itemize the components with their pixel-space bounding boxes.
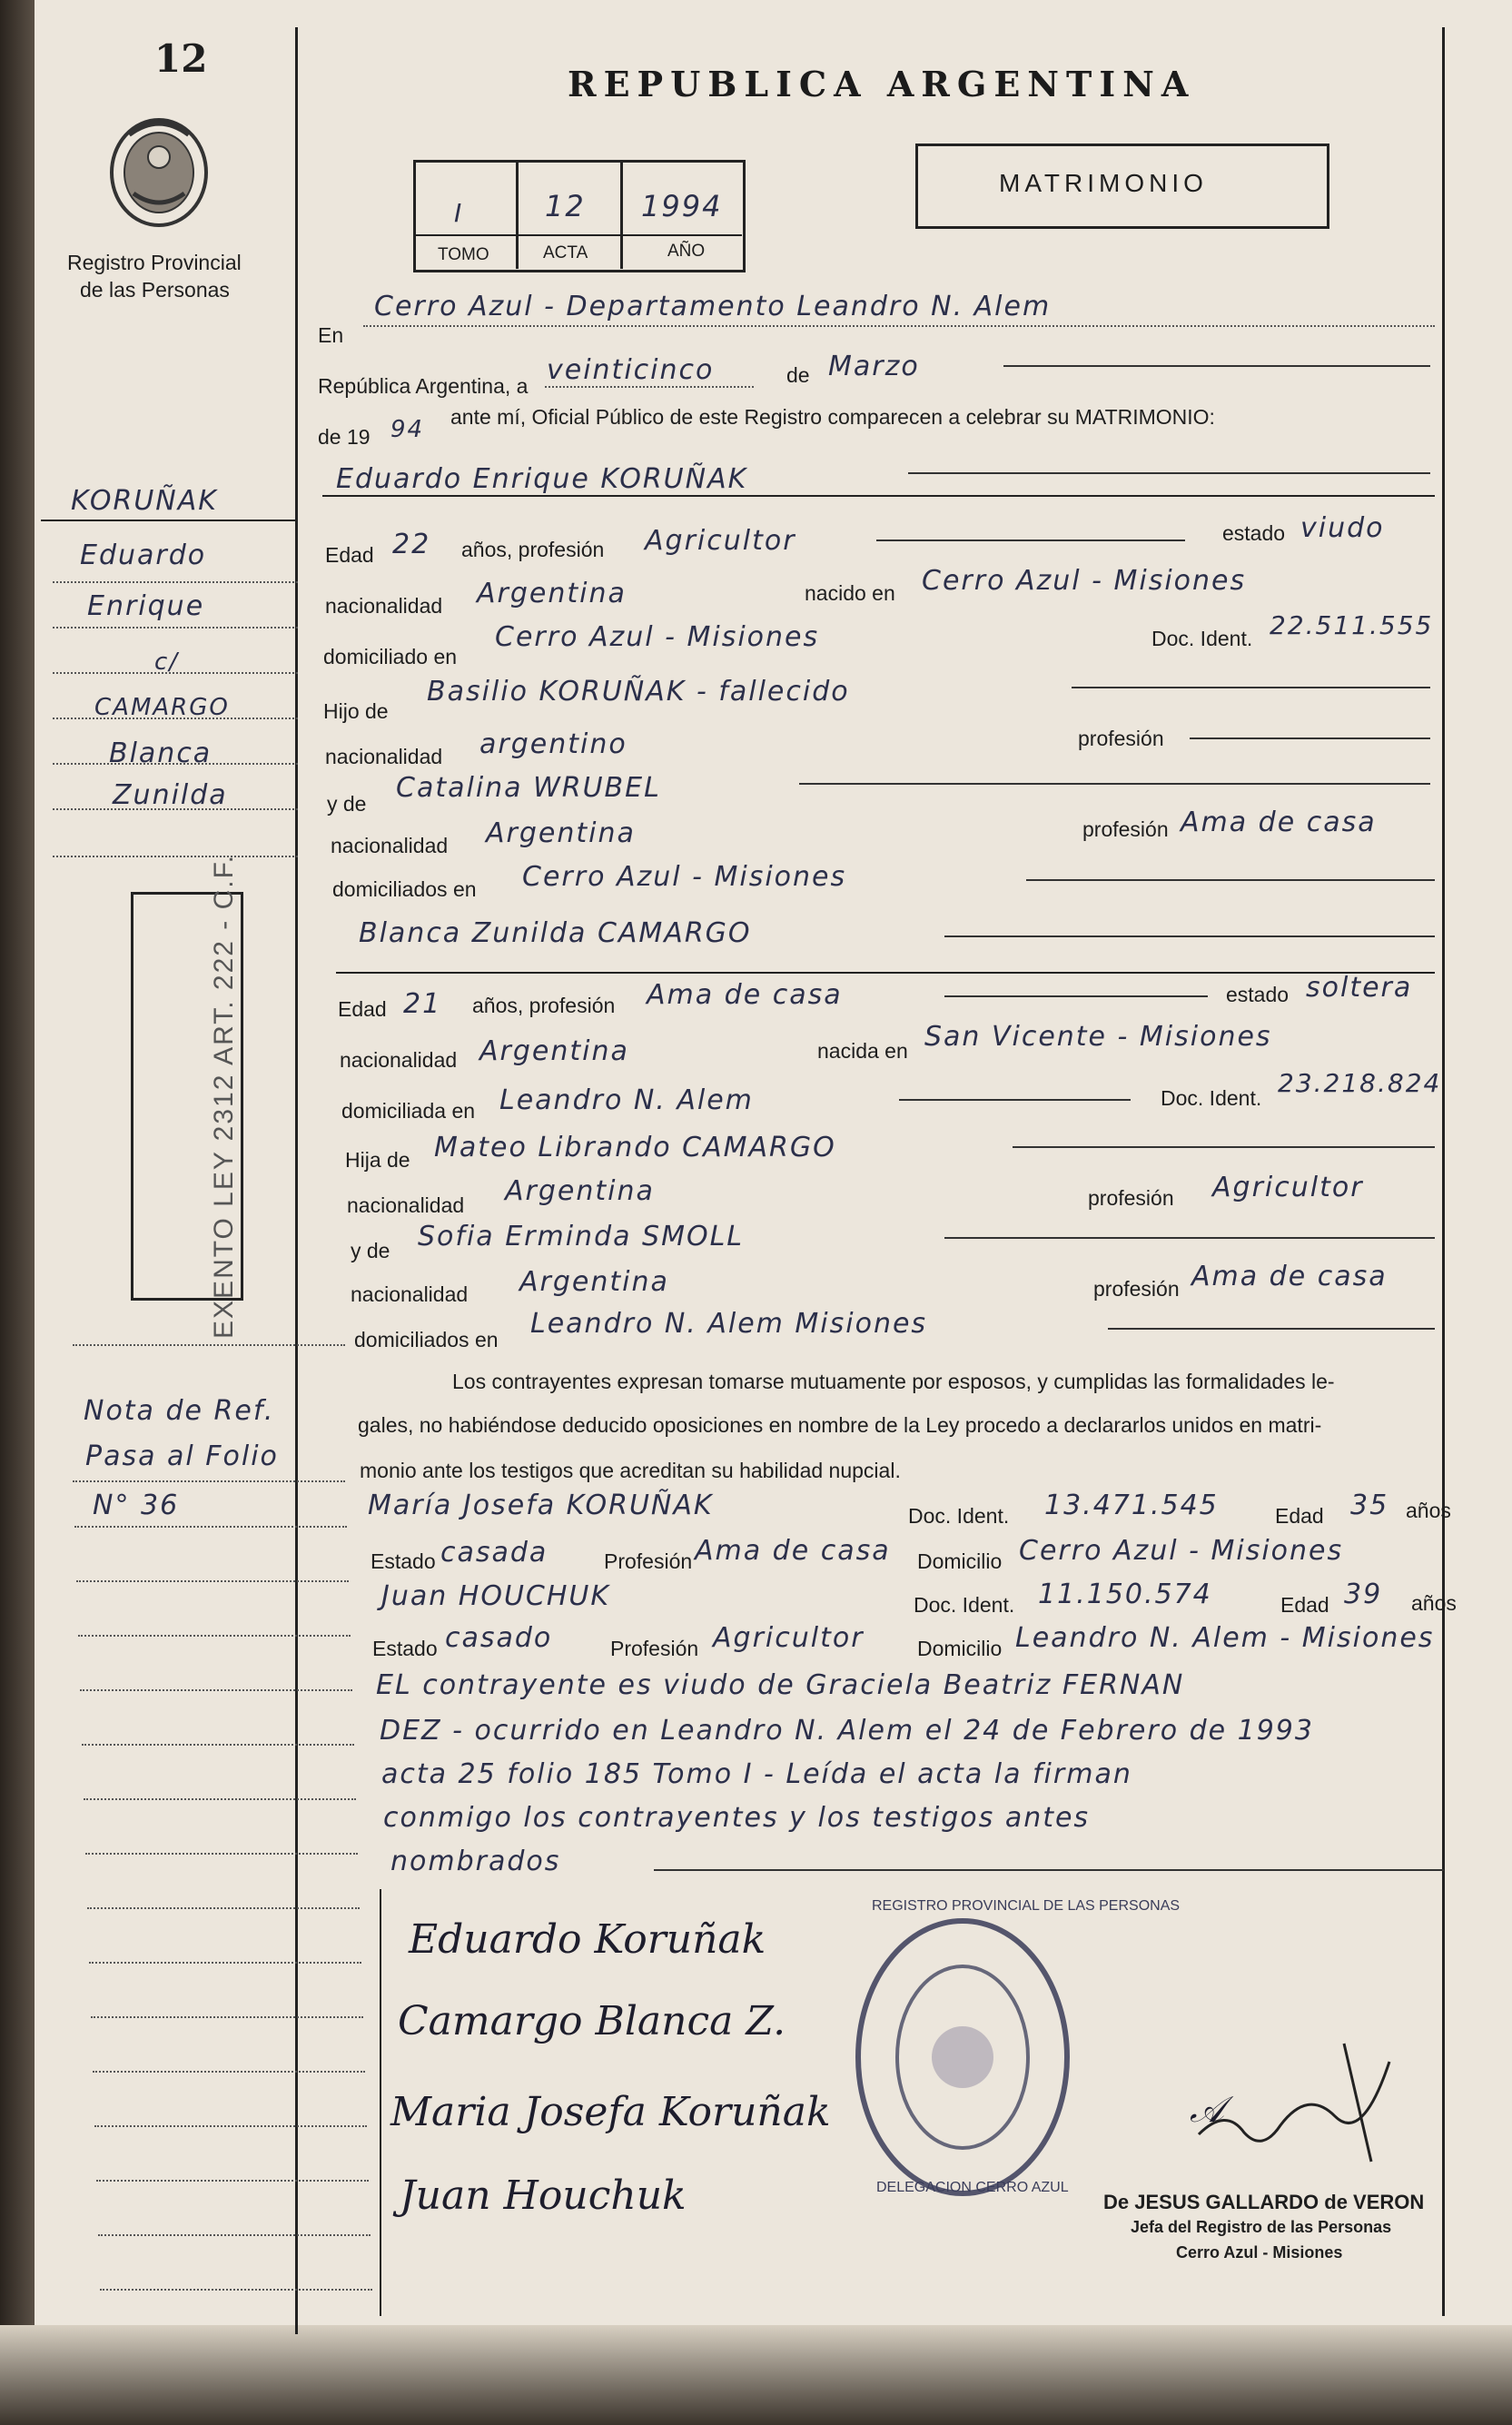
witness-2-domicilio: Leandro N. Alem - Misiones bbox=[1015, 1622, 1435, 1654]
groom-madre-profesion: Ama de casa bbox=[1181, 807, 1377, 838]
nota-line-1: Nota de Ref. bbox=[84, 1395, 275, 1427]
bride-edad: 21 bbox=[403, 988, 442, 1020]
bride-padres-domicilio: Leandro N. Alem Misiones bbox=[530, 1308, 928, 1340]
witness-1-doc-label: Doc. Ident. bbox=[908, 1504, 1010, 1528]
witness-2-edad-label: Edad bbox=[1280, 1593, 1329, 1617]
margin-surname: KORUÑAK bbox=[71, 485, 218, 517]
official-name: De JESUS GALLARDO de VERON bbox=[1103, 2191, 1425, 2213]
page-number: 12 bbox=[154, 36, 208, 81]
bride-madre-nac-label: nacionalidad bbox=[351, 1282, 469, 1306]
bride-doc: 23.218.824 bbox=[1278, 1068, 1442, 1098]
signature-bride: Camargo Blanca Z. bbox=[398, 1998, 786, 2044]
groom-madre-nacionalidad: Argentina bbox=[486, 817, 636, 849]
witness-2-name: Juan HOUCHUK bbox=[381, 1580, 611, 1612]
groom-madre-nac-label: nacionalidad bbox=[331, 834, 449, 857]
bride-padre-nacionalidad: Argentina bbox=[505, 1175, 655, 1207]
groom-nacionalidad-label: nacionalidad bbox=[325, 594, 443, 618]
declaration-line-1: Los contrayentes expresan tomarse mutuamente por esposos, y cumplidas las formalidades le- bbox=[452, 1370, 1335, 1393]
margin-divider bbox=[295, 27, 298, 2334]
groom-padre-nac-label: nacionalidad bbox=[325, 745, 443, 768]
official-place: Cerro Azul - Misiones bbox=[1176, 2243, 1343, 2262]
republica-label: República Argentina, a bbox=[318, 374, 529, 398]
bride-full-name: Blanca Zunilda CAMARGO bbox=[359, 917, 752, 949]
groom-profesion: Agricultor bbox=[645, 525, 796, 557]
year-label: de 19 bbox=[318, 425, 371, 449]
margin-line-2: Enrique bbox=[87, 590, 205, 622]
groom-edad: 22 bbox=[392, 529, 431, 560]
groom-padre-nacionalidad: argentino bbox=[479, 728, 628, 760]
official-title: Jefa del Registro de las Personas bbox=[1131, 2218, 1392, 2236]
bride-estado-label: estado bbox=[1226, 983, 1290, 1006]
book-bottom-edge bbox=[0, 2325, 1512, 2425]
bride-madre-profesion: Ama de casa bbox=[1191, 1261, 1388, 1292]
bride-madre: Sofia Erminda SMOLL bbox=[418, 1221, 745, 1252]
signature-official-scribble bbox=[1181, 2025, 1417, 2171]
bride-madre-prof-label: profesión bbox=[1093, 1277, 1180, 1301]
margin-line-6: Zunilda bbox=[113, 779, 228, 811]
groom-full-name: Eduardo Enrique KORUÑAK bbox=[336, 463, 748, 495]
witness-2-doc: 11.150.574 bbox=[1038, 1579, 1212, 1610]
acta-value: 12 bbox=[545, 189, 586, 223]
witness-2-estado: casado bbox=[445, 1622, 553, 1654]
bride-padre-prof-label: profesión bbox=[1088, 1186, 1174, 1210]
groom-padres-domicilio: Cerro Azul - Misiones bbox=[522, 861, 847, 893]
exento-stamp: EXENTO LEY 2312 ART. 222 - C.F. bbox=[208, 854, 239, 1339]
groom-madre: Catalina WRUBEL bbox=[396, 772, 661, 804]
groom-edad-label: Edad bbox=[325, 543, 374, 567]
country-title: REPUBLICA ARGENTINA bbox=[568, 64, 1196, 104]
declaration-line-2: gales, no habiéndose deducido oposiciones en nombre de la Ley procedo a declararlos unidos en matri- bbox=[358, 1413, 1322, 1437]
groom-nacionalidad: Argentina bbox=[477, 578, 627, 609]
signature-groom: Eduardo Koruñak bbox=[409, 1916, 766, 1963]
groom-hijo-label: Hijo de bbox=[323, 699, 389, 723]
bride-nacida-label: nacida en bbox=[817, 1039, 908, 1063]
groom-anos-label: años, profesión bbox=[461, 538, 605, 561]
witness-1-edad: 35 bbox=[1350, 1490, 1389, 1521]
groom-doc: 22.511.555 bbox=[1270, 610, 1434, 640]
nota-line-2: Pasa al Folio bbox=[85, 1440, 279, 1472]
witness-2-domicilio-label: Domicilio bbox=[917, 1637, 1003, 1660]
anio-value: 1994 bbox=[641, 189, 723, 223]
day: veinticinco bbox=[547, 354, 715, 386]
bride-domicilio: Leandro N. Alem bbox=[499, 1084, 754, 1116]
signature-witness-2: Juan Houchuk bbox=[400, 2173, 687, 2219]
registry-seal bbox=[849, 1907, 1076, 2207]
note-line-1: EL contrayente es viudo de Graciela Beatriz FERNAN bbox=[376, 1669, 1185, 1701]
year-suffix: 94 bbox=[390, 416, 425, 443]
bride-nacida-en: San Vicente - Misiones bbox=[924, 1021, 1272, 1053]
bride-padres-dom-label: domiciliados en bbox=[354, 1328, 499, 1351]
witness-2-profesion: Agricultor bbox=[713, 1622, 865, 1654]
groom-madre-prof-label: profesión bbox=[1082, 817, 1169, 841]
signature-official: 𝒜 bbox=[1190, 2089, 1224, 2131]
witness-2-anos-label: años bbox=[1411, 1591, 1457, 1615]
witness-1-estado-label: Estado bbox=[371, 1549, 436, 1573]
tomo-value: I bbox=[454, 198, 464, 228]
place: Cerro Azul - Departamento Leandro N. Alem bbox=[374, 291, 1052, 322]
margin-line-5: Blanca bbox=[109, 737, 212, 769]
month: Marzo bbox=[828, 351, 920, 382]
bride-edad-label: Edad bbox=[338, 997, 387, 1021]
bride-nacionalidad: Argentina bbox=[479, 1035, 629, 1067]
witness-1-domicilio-label: Domicilio bbox=[917, 1549, 1003, 1573]
declaration-line-3: monio ante los testigos que acreditan su habilidad nupcial. bbox=[360, 1459, 901, 1482]
note-line-4: conmigo los contrayentes y los testigos antes bbox=[383, 1802, 1091, 1834]
witness-1-estado: casada bbox=[440, 1537, 548, 1569]
bride-profesion: Ama de casa bbox=[647, 979, 843, 1011]
bride-domicilio-label: domiciliada en bbox=[341, 1099, 476, 1123]
bride-padre: Mateo Librando CAMARGO bbox=[434, 1132, 836, 1163]
margin-line-3: c/ bbox=[154, 648, 180, 676]
signature-witness-1: Maria Josefa Koruñak bbox=[390, 2089, 831, 2135]
witness-2-profesion-label: Profesión bbox=[610, 1637, 699, 1660]
witness-1-profesion-label: Profesión bbox=[604, 1549, 693, 1573]
witness-2-edad: 39 bbox=[1344, 1579, 1383, 1610]
bride-nacionalidad-label: nacionalidad bbox=[340, 1048, 458, 1072]
bride-yde-label: y de bbox=[351, 1239, 390, 1262]
groom-estado: viudo bbox=[1300, 512, 1385, 544]
en-label: En bbox=[318, 323, 344, 347]
witness-2-doc-label: Doc. Ident. bbox=[914, 1593, 1015, 1617]
book-binding bbox=[0, 0, 35, 2425]
groom-domicilio-label: domiciliado en bbox=[323, 645, 458, 668]
groom-padre-prof-label: profesión bbox=[1078, 727, 1164, 750]
document-type: MATRIMONIO bbox=[999, 169, 1208, 197]
bride-anos-label: años, profesión bbox=[472, 994, 616, 1017]
bride-doc-label: Doc. Ident. bbox=[1161, 1086, 1262, 1110]
bride-padre-profesion: Agricultor bbox=[1212, 1172, 1364, 1203]
note-line-2: DEZ - ocurrido en Leandro N. Alem el 24 de Febrero de 1993 bbox=[380, 1715, 1314, 1747]
groom-padre: Basilio KORUÑAK - fallecido bbox=[427, 676, 850, 708]
nota-line-3: N° 36 bbox=[93, 1490, 180, 1521]
groom-yde-label: y de bbox=[327, 792, 367, 816]
bride-estado: soltera bbox=[1306, 972, 1413, 1004]
witness-1-profesion: Ama de casa bbox=[695, 1535, 891, 1567]
margin-line-1: Eduardo bbox=[80, 539, 207, 571]
witness-1-doc: 13.471.545 bbox=[1044, 1490, 1219, 1521]
bride-hija-label: Hija de bbox=[345, 1148, 410, 1172]
note-line-3: acta 25 folio 185 Tomo I - Leída el acta la firman bbox=[381, 1758, 1132, 1790]
bride-madre-nacionalidad: Argentina bbox=[519, 1266, 669, 1298]
witness-1-name: María Josefa KORUÑAK bbox=[368, 1490, 714, 1521]
right-border bbox=[1442, 27, 1445, 2316]
margin-line-4: CAMARGO bbox=[94, 694, 230, 721]
coat-of-arms-icon bbox=[102, 107, 216, 234]
de-label: de bbox=[786, 363, 810, 387]
seal-inner-text: DELEGACION CERRO AZUL bbox=[876, 2180, 1069, 2195]
groom-domicilio: Cerro Azul - Misiones bbox=[495, 621, 820, 653]
bride-padre-nac-label: nacionalidad bbox=[347, 1193, 465, 1217]
witness-1-domicilio: Cerro Azul - Misiones bbox=[1019, 1535, 1344, 1567]
note-line-5: nombrados bbox=[390, 1846, 561, 1877]
acta-label: ACTA bbox=[543, 243, 588, 262]
registry-line-2: de las Personas bbox=[80, 278, 230, 302]
groom-nacido-label: nacido en bbox=[805, 581, 895, 605]
groom-estado-label: estado bbox=[1222, 521, 1286, 545]
groom-doc-label: Doc. Ident. bbox=[1151, 627, 1253, 650]
groom-nacido-en: Cerro Azul - Misiones bbox=[922, 565, 1247, 597]
witness-1-edad-label: Edad bbox=[1275, 1504, 1324, 1528]
witness-2-estado-label: Estado bbox=[372, 1637, 438, 1660]
ante-text: ante mí, Oficial Público de este Registro comparecen a celebrar su MATRIMONIO: bbox=[450, 405, 1215, 429]
groom-padres-dom-label: domiciliados en bbox=[332, 877, 477, 901]
anio-label: AÑO bbox=[667, 242, 706, 261]
seal-outer-text: REGISTRO PROVINCIAL DE LAS PERSONAS bbox=[872, 1898, 1181, 1914]
tomo-label: TOMO bbox=[438, 245, 489, 264]
witness-1-anos-label: años bbox=[1406, 1499, 1451, 1522]
registry-line-1: Registro Provincial bbox=[67, 251, 242, 274]
